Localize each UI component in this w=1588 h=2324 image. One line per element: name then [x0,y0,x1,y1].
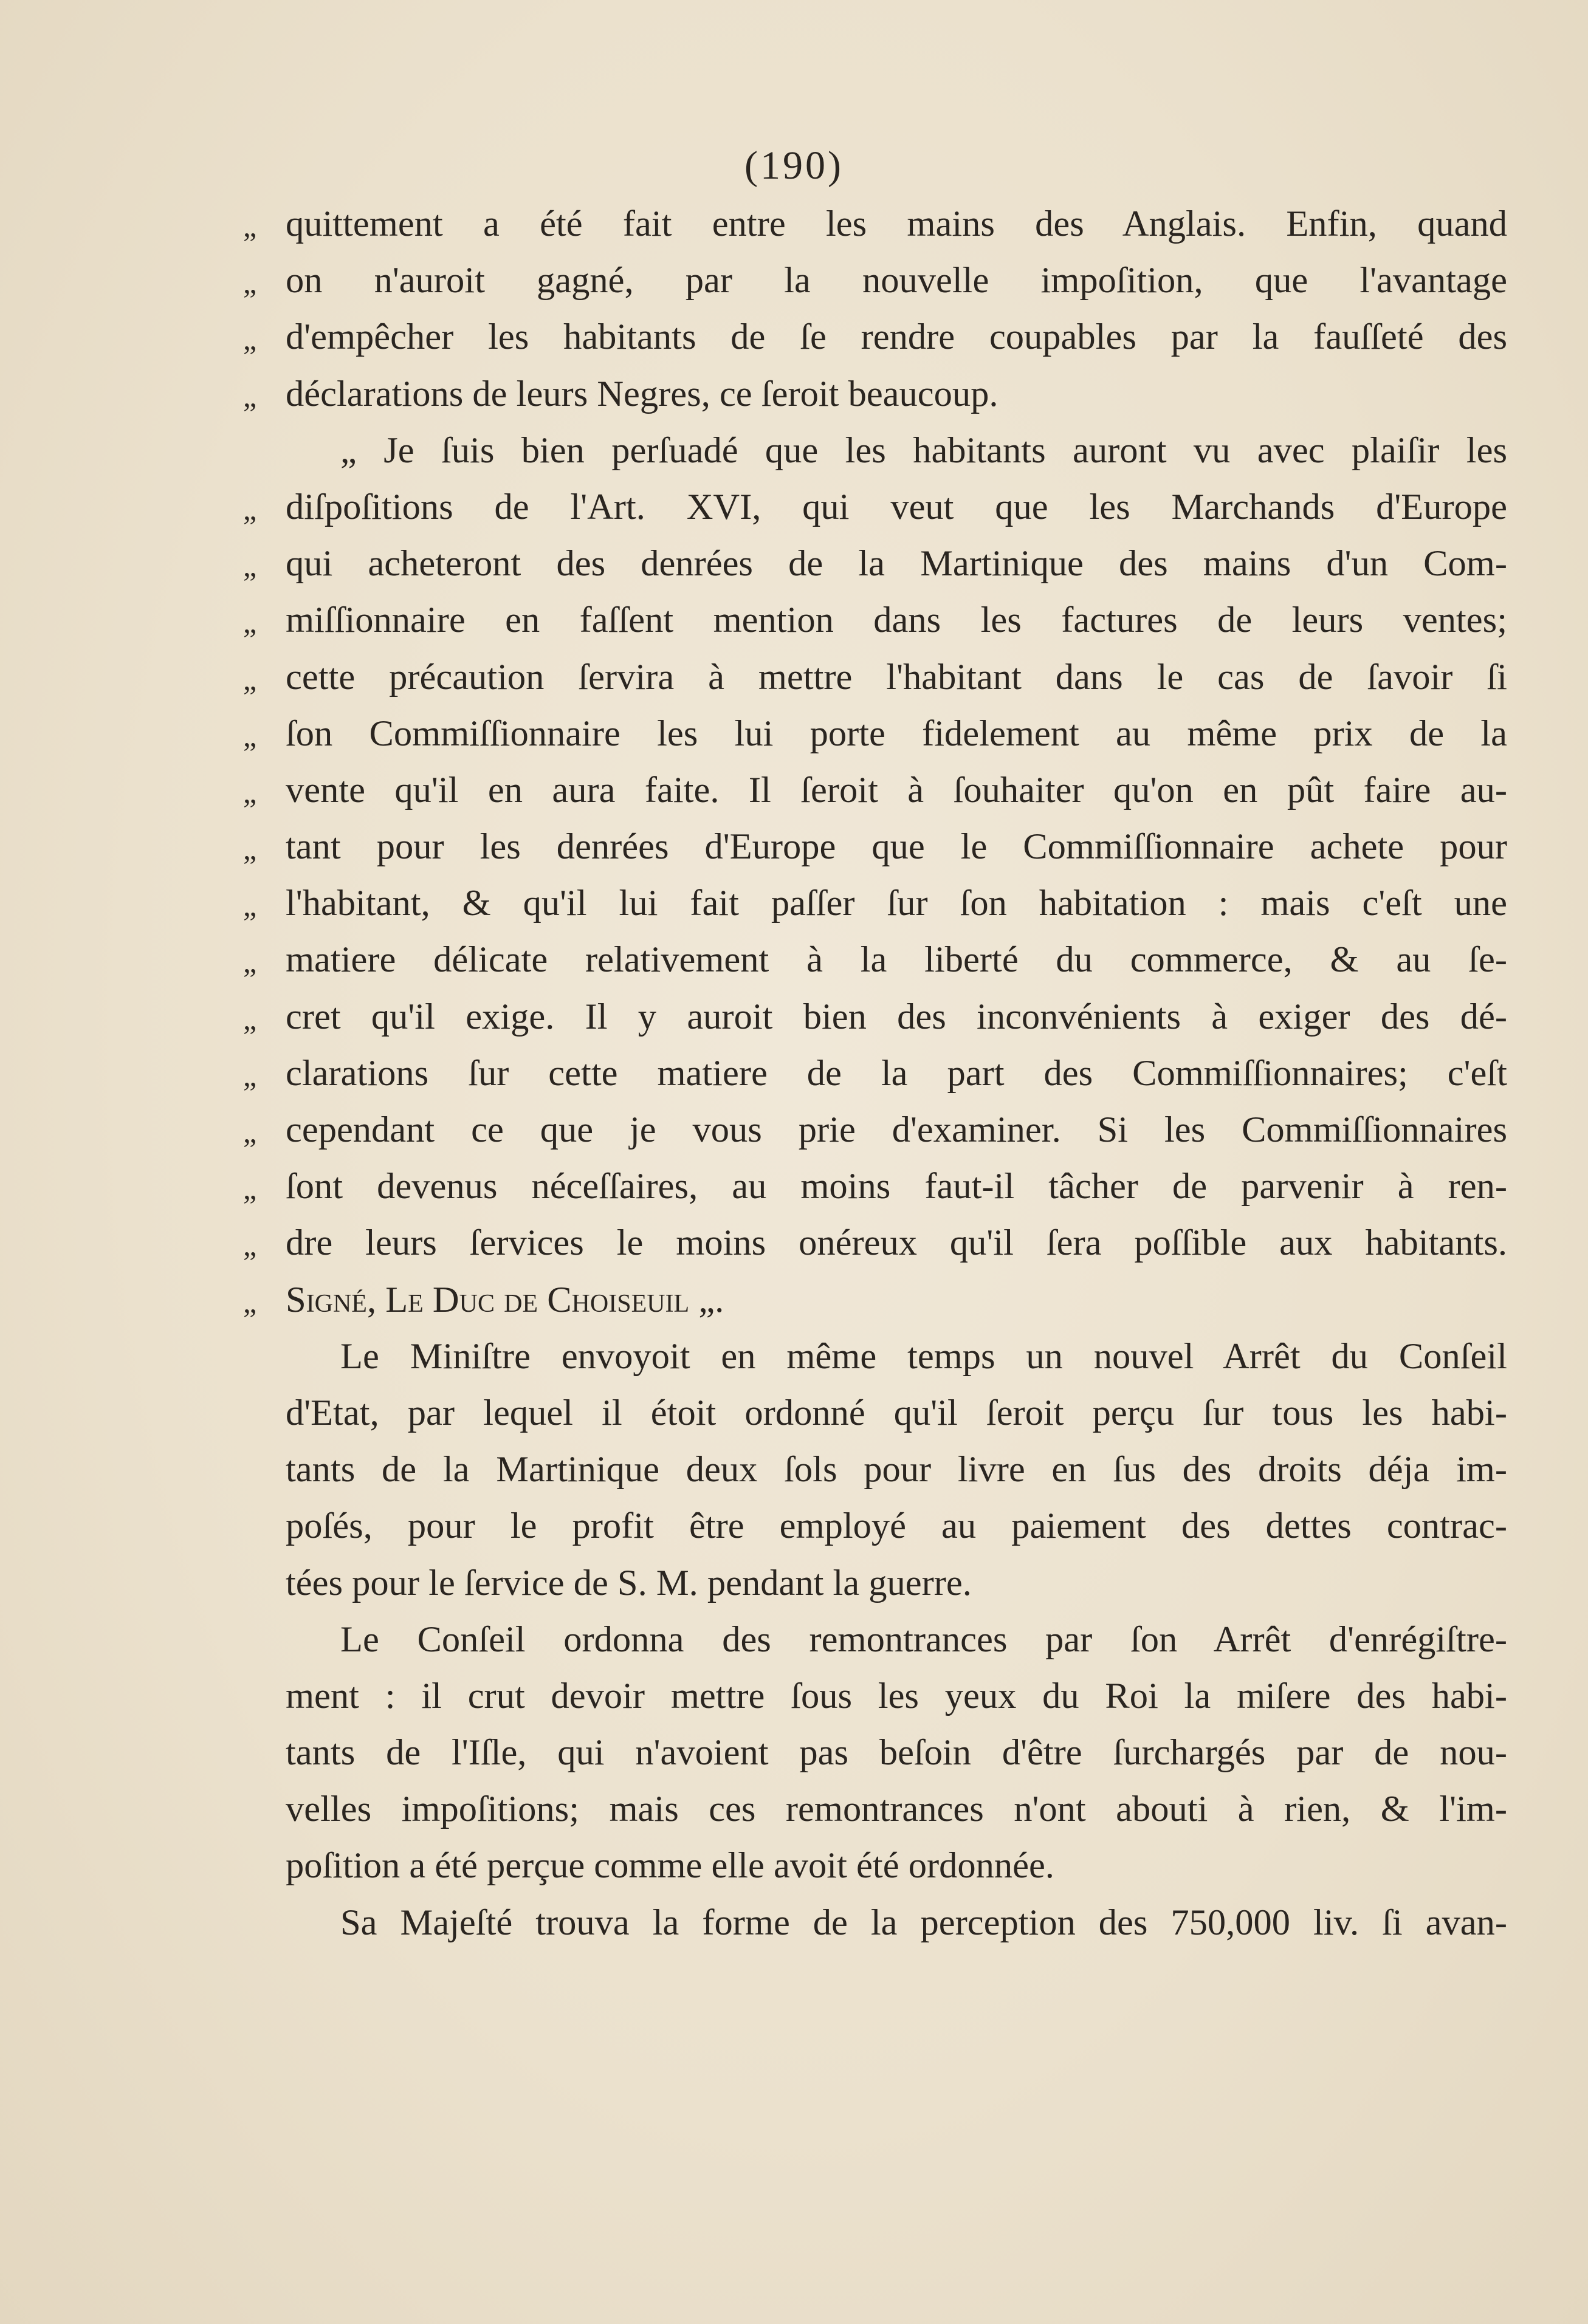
text-line [243,989,1507,1045]
line-text: ſon Commiſſionnaire les lui porte fidelement au même prix de la [286,713,1507,754]
text-line [286,1837,1507,1894]
line-text: tées pour le ſervice de S. M. pendant la guerre. [286,1562,972,1603]
text-line [286,1385,1507,1441]
quote-mark: „ [243,718,257,753]
text-line [286,1781,1507,1837]
quote-mark: „ [243,1171,257,1206]
quote-mark: „ [243,662,257,696]
text-line [243,309,1507,365]
page-number: (190) [744,143,844,188]
text-line [243,1158,1507,1215]
quote-mark: „ [243,209,257,243]
line-text: clarations ſur cette matiere de la part des Commiſſionnaires; c'eſt [286,1052,1507,1094]
text-line [286,1441,1507,1498]
quote-mark: „ [243,379,257,413]
text-line [286,1328,1507,1385]
text-line [243,535,1507,592]
line-text: velles impoſitions; mais ces remontrances n'ont abouti à rien, & l'im- [286,1789,1507,1830]
text-line [286,1894,1507,1951]
quote-mark: „ [243,605,257,640]
line-text: tants de l'Iſle, qui n'avoient pas beſoin d'être ſurchargés par de nou- [286,1732,1507,1774]
quote-mark: „ [243,1228,257,1263]
line-text: l'habitant, & qu'il lui fait paſſer ſur ſon habitation : mais c'eſt une [286,883,1507,924]
quote-mark: „ [243,775,257,809]
quote-mark: „ [243,945,257,979]
line-text: Signé, Le Duc de Choiseuil „. [286,1279,724,1320]
text-line [243,875,1507,931]
text-line [243,705,1507,762]
line-text: poſés, pour le profit être employé au paiement des dettes contrac- [286,1506,1507,1547]
text-line [286,1611,1507,1668]
line-text: cette précaution ſervira à mettre l'habitant dans le cas de ſavoir ſi [286,656,1507,698]
text-line [243,592,1507,648]
line-text: tant pour les denrées d'Europe que le Commiſſionnaire achete pour [286,826,1507,868]
text-line [243,818,1507,875]
text-line [243,1215,1507,1271]
text-line [243,931,1507,988]
line-text: Le Miniſtre envoyoit en même temps un nouvel Arrêt du Conſeil [340,1335,1507,1377]
line-text: „ Je ſuis bien perſuadé que les habitants auront vu avec plaiſir les [340,430,1507,471]
line-text: poſition a été perçue comme elle avoit été ordonnée. [286,1845,1054,1887]
text-line [243,479,1507,535]
quote-mark: „ [243,1001,257,1036]
quote-mark: „ [243,1115,257,1149]
quote-mark: „ [243,322,257,357]
quote-mark: „ [243,1058,257,1092]
line-text: vente qu'il en aura faite. Il ſeroit à ſouhaiter qu'on en pût faire au- [286,769,1507,811]
text-line [243,196,1507,252]
quote-mark: „ [243,832,257,866]
quote-mark: „ [243,549,257,583]
quote-mark: „ [243,266,257,300]
line-text: tants de la Martinique deux ſols pour livre en ſus des droits déja im- [286,1449,1507,1490]
line-text: dre leurs ſervices le moins onéreux qu'il ſera poſſible aux habitants. [286,1222,1507,1264]
line-text: cependant ce que je vous prie d'examiner. Si les Commiſſionnaires [286,1109,1507,1150]
line-text: matiere délicate relativement à la liberté du commerce, & au ſe- [286,939,1507,981]
line-text: diſpoſitions de l'Art. XVI, qui veut que les Marchands d'Europe [286,486,1507,527]
line-text: qui acheteront des denrées de la Martinique des mains d'un Com- [286,543,1507,584]
text-line [243,649,1507,705]
line-text: on n'auroit gagné, par la nouvelle impoſition, que l'avantage [286,260,1507,301]
line-text: miſſionnaire en faſſent mention dans les factures de leurs ventes; [286,600,1507,641]
text-line [243,366,1507,422]
line-text: Le Conſeil ordonna des remontrances par ſon Arrêt d'enrégiſtre- [340,1619,1507,1660]
line-text: déclarations de leurs Negres, ce ſeroit beaucoup. [286,373,999,414]
text-line [286,1724,1507,1781]
text-line [243,1272,1507,1328]
quote-mark: „ [243,1284,257,1319]
line-text: ment : il crut devoir mettre ſous les yeux du Roi la miſere des habi- [286,1675,1507,1716]
text-line [286,1555,1507,1611]
text-line [286,422,1507,479]
line-text: d'empêcher les habitants de ſe rendre coupables par la fauſſeté des [286,317,1507,358]
text-line [243,252,1507,309]
line-text: quittement a été fait entre les mains des Anglais. Enfin, quand [286,204,1507,244]
body-text [243,196,1507,1951]
line-text: cret qu'il exige. Il y auroit bien des inconvénients à exiger des dé- [286,996,1507,1037]
quote-mark: „ [243,888,257,923]
line-text: d'Etat, par lequel il étoit ordonné qu'il ſeroit perçu ſur tous les habi- [286,1392,1507,1433]
text-line [243,1045,1507,1102]
line-text: ſont devenus néceſſaires, au moins faut-il tâcher de parvenir à ren- [286,1166,1507,1207]
quote-mark: „ [243,492,257,526]
text-line [286,1668,1507,1724]
text-line [286,1498,1507,1554]
line-text: Sa Majeſté trouva la forme de la perception des 750,000 liv. ſi avan- [340,1902,1507,1943]
text-line [243,1102,1507,1158]
text-line [243,762,1507,818]
